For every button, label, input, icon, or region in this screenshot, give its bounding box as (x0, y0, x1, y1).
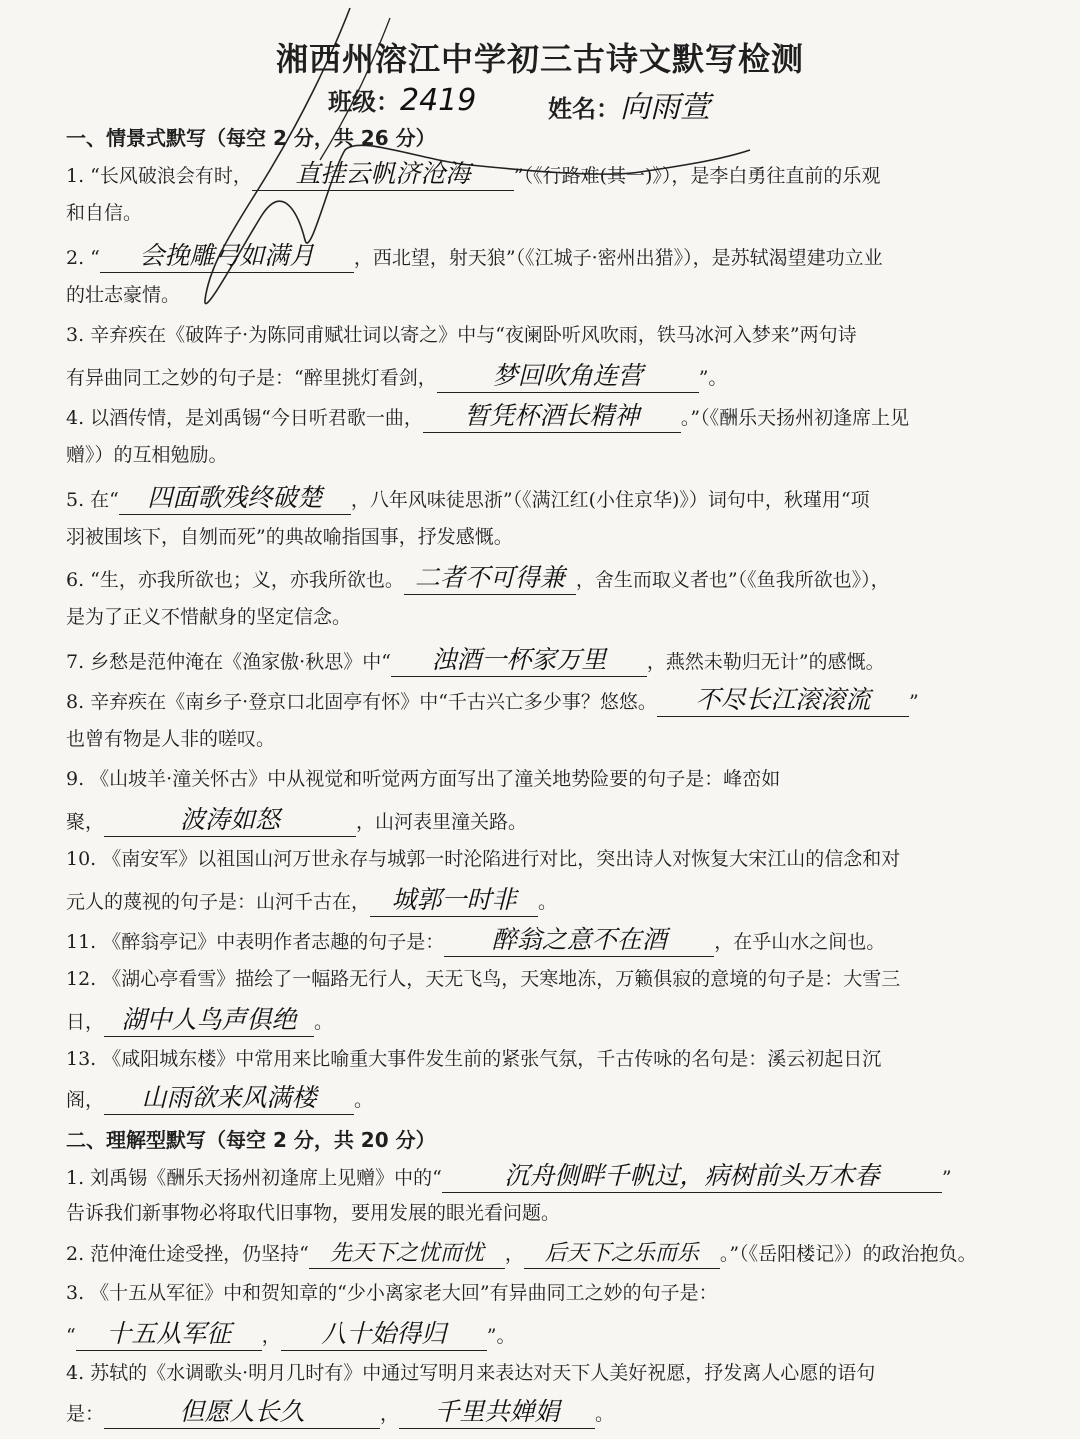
answer-text: 山雨欲来风满楼 (141, 1083, 317, 1112)
question-p2 (66, 1240, 1026, 1269)
answer-text: 十五从军征 (106, 1319, 232, 1348)
answer-text: 波涛如怒 (180, 805, 281, 834)
question-13: 13. 《咸阳城东楼》中常用来比喻重大事件发生前的紧张气氛，千古传咏的名句是：溪云初起日沉 (66, 1048, 882, 1070)
question-text: 。 (595, 1403, 615, 1425)
question-p4-cont (66, 1398, 1026, 1429)
question-text: ，燕然未勒归无计”的感慨。 (646, 651, 885, 673)
question-text: ， (504, 1243, 524, 1265)
answer-blank (104, 1006, 314, 1037)
question-p4: 4. 苏轼的《水调歌头·明月几时有》中通过写明月来表达对天下人美好祝愿，抒发离人心愿的语句 (66, 1362, 876, 1384)
question-text: 。”（《酬乐天扬州初逢席上见 (680, 407, 910, 429)
answer-text: 暂凭杯酒长精神 (464, 401, 640, 430)
question-text: ”（《行路难(其一)》），是李白勇往直前的乐观 (513, 165, 881, 187)
question-12-cont (66, 1006, 1026, 1037)
answer-text: 四面歌残终破楚 (147, 483, 323, 512)
question-6-cont: 是为了正义不惜献身的坚定信念。 (66, 606, 352, 628)
question-11 (66, 926, 1026, 957)
question-text: ，八年风味徒思浙”（《满江红(小住京华)》）词句中，秋瑾用“项 (350, 489, 870, 511)
question-7 (66, 646, 1026, 677)
question-text: ”。 (698, 367, 728, 389)
name-value: 向雨萱 (620, 90, 710, 125)
question-text: ，在乎山水之间也。 (714, 931, 886, 953)
question-text: 5. 在“ (66, 489, 119, 511)
answer-blank (370, 886, 538, 917)
section-2-heading: 二、理解型默写（每空 2 分，共 20 分） (66, 1128, 436, 1152)
question-text: 有异曲同工之妙的句子是：“醉里挑灯看剑， (66, 367, 437, 389)
answer-blank (104, 806, 356, 837)
question-text: 日， (66, 1011, 105, 1033)
answer-text: 梦回吹角连营 (492, 361, 643, 390)
answer-blank (104, 1398, 380, 1429)
question-9-cont (66, 806, 1026, 837)
answer-text: 城郭一时非 (391, 885, 517, 914)
answer-text: 会挽雕弓如满月 (139, 241, 315, 270)
question-2 (66, 242, 1026, 273)
question-4-cont: 赠》）的互相勉励。 (66, 444, 228, 466)
question-text: 阁， (66, 1089, 105, 1111)
question-12: 12. 《湖心亭看雪》描绘了一幅路无行人，天无飞鸟，天寒地冻，万籁俱寂的意境的句子是：大雪三 (66, 968, 901, 990)
question-text: ” (908, 691, 919, 713)
question-text: 元人的蔑视的句子是：山河千古在， (66, 891, 371, 913)
question-3-cont (66, 362, 1026, 393)
question-8 (66, 686, 1026, 717)
answer-text: 沉舟侧畔千帆过，病树前头万木春 (504, 1161, 880, 1190)
answer-text: 浊酒一杯家万里 (431, 645, 607, 674)
answer-text: 湖中人鸟声俱绝 (121, 1005, 297, 1034)
question-p1 (66, 1162, 1026, 1193)
question-text: “ (66, 1325, 76, 1347)
class-field (328, 82, 476, 118)
name-label: 姓名： (548, 95, 620, 123)
question-text: 。 (314, 1011, 334, 1033)
question-2-cont: 的壮志豪情。 (66, 284, 181, 306)
question-text: ， (261, 1325, 281, 1347)
answer-blank (404, 564, 576, 595)
question-text: 。”（《岳阳楼记》）的政治抱负。 (719, 1243, 977, 1265)
answer-text: 后天下之乐而乐 (544, 1241, 699, 1266)
question-5 (66, 484, 1026, 515)
question-text: 6. “生，亦我所欲也；义，亦我所欲也。 (66, 569, 404, 591)
question-6 (66, 564, 1026, 595)
question-9: 9. 《山坡羊·潼关怀古》中从视觉和听觉两方面写出了潼关地势险要的句子是：峰峦如 (66, 768, 781, 790)
answer-blank (657, 686, 909, 717)
answer-blank (391, 646, 647, 677)
question-text: 7. 乡愁是范仲淹在《渔家傲·秋思》中“ (66, 651, 391, 673)
answer-text: 八十始得归 (321, 1319, 447, 1348)
question-text: ，舍生而取义者也”（《鱼我所欲也》）， (575, 569, 890, 591)
question-p3: 3. 《十五从军征》中和贺知章的“少小离家老大回”有异曲同工之妙的句子是： (66, 1282, 718, 1304)
answer-blank (119, 484, 351, 515)
question-text: 是： (66, 1403, 105, 1425)
answer-text: 醉翁之意不在酒 (491, 925, 667, 954)
answer-blank (309, 1240, 505, 1269)
answer-blank (399, 1398, 595, 1429)
question-text: 11. 《醉翁亭记》中表明作者志趣的句子是： (66, 931, 445, 953)
answer-text: 但愿人长久 (179, 1397, 305, 1426)
question-text: 2. “ (66, 247, 100, 269)
class-value: 2419 (400, 83, 477, 118)
answer-blank (252, 160, 514, 191)
question-10-cont (66, 886, 1026, 917)
answer-text: 直挂云帆济沧海 (295, 159, 471, 188)
question-8-cont: 也曾有物是人非的嗟叹。 (66, 728, 276, 750)
answer-blank (423, 402, 681, 433)
question-text: ，山河表里潼关路。 (356, 811, 528, 833)
question-text: 1. “长风破浪会有时， (66, 165, 252, 187)
answer-blank (100, 242, 354, 273)
question-text: 。 (538, 891, 558, 913)
answer-blank (442, 1162, 942, 1193)
question-text: ，西北望，射天狼”（《江城子·密州出猎》），是苏轼渴望建功立业 (353, 247, 883, 269)
section-1-heading: 一、情景式默写（每空 2 分，共 26 分） (66, 126, 436, 150)
question-4 (66, 402, 1026, 433)
answer-blank (281, 1320, 487, 1351)
answer-text: 千里共婵娟 (434, 1397, 560, 1426)
question-text: 8. 辛弃疾在《南乡子·登京口北固亭有怀》中“千古兴亡多少事？悠悠。 (66, 691, 657, 713)
class-label: 班级： (328, 88, 400, 116)
question-10: 10. 《南安军》以祖国山河万世永存与城郭一时沦陷进行对比，突出诗人对恢复大宋江山的信念和对 (66, 848, 901, 870)
answer-blank (76, 1320, 262, 1351)
question-5-cont: 羽被围垓下，自刎而死”的典故喻指国事，抒发感慨。 (66, 526, 513, 548)
question-text: 4. 以酒传情，是刘禹锡“今日听君歌一曲， (66, 407, 423, 429)
answer-text: 不尽长江滚滚流 (695, 685, 871, 714)
question-text: ” (941, 1167, 952, 1189)
question-text: 。 (354, 1089, 374, 1111)
question-13-cont (66, 1084, 1026, 1115)
question-text: 聚， (66, 811, 105, 833)
answer-text: 二者不可得兼 (414, 563, 565, 592)
answer-blank (524, 1240, 720, 1269)
question-1 (66, 160, 1026, 191)
question-p3-cont (66, 1320, 1026, 1351)
page-title: 湘西州溶江中学初三古诗文默写检测 (275, 40, 804, 78)
question-text: 2. 范仲淹仕途受挫，仍坚持“ (66, 1243, 309, 1265)
answer-text: 先天下之忧而忧 (329, 1241, 484, 1266)
answer-blank (437, 362, 699, 393)
name-field (548, 82, 710, 126)
answer-blank (104, 1084, 354, 1115)
question-text: ， (380, 1403, 400, 1425)
question-text: ”。 (486, 1325, 516, 1347)
question-1-cont: 和自信。 (66, 202, 143, 224)
answer-blank (444, 926, 714, 957)
question-p1-cont: 告诉我们新事物必将取代旧事物，要用发展的眼光看问题。 (66, 1202, 561, 1224)
question-3: 3. 辛弃疾在《破阵子·为陈同甫赋壮词以寄之》中与“夜阑卧听风吹雨，铁马冰河入梦来”两句诗 (66, 324, 857, 346)
question-text: 1. 刘禹锡《酬乐天扬州初逢席上见赠》中的“ (66, 1167, 442, 1189)
